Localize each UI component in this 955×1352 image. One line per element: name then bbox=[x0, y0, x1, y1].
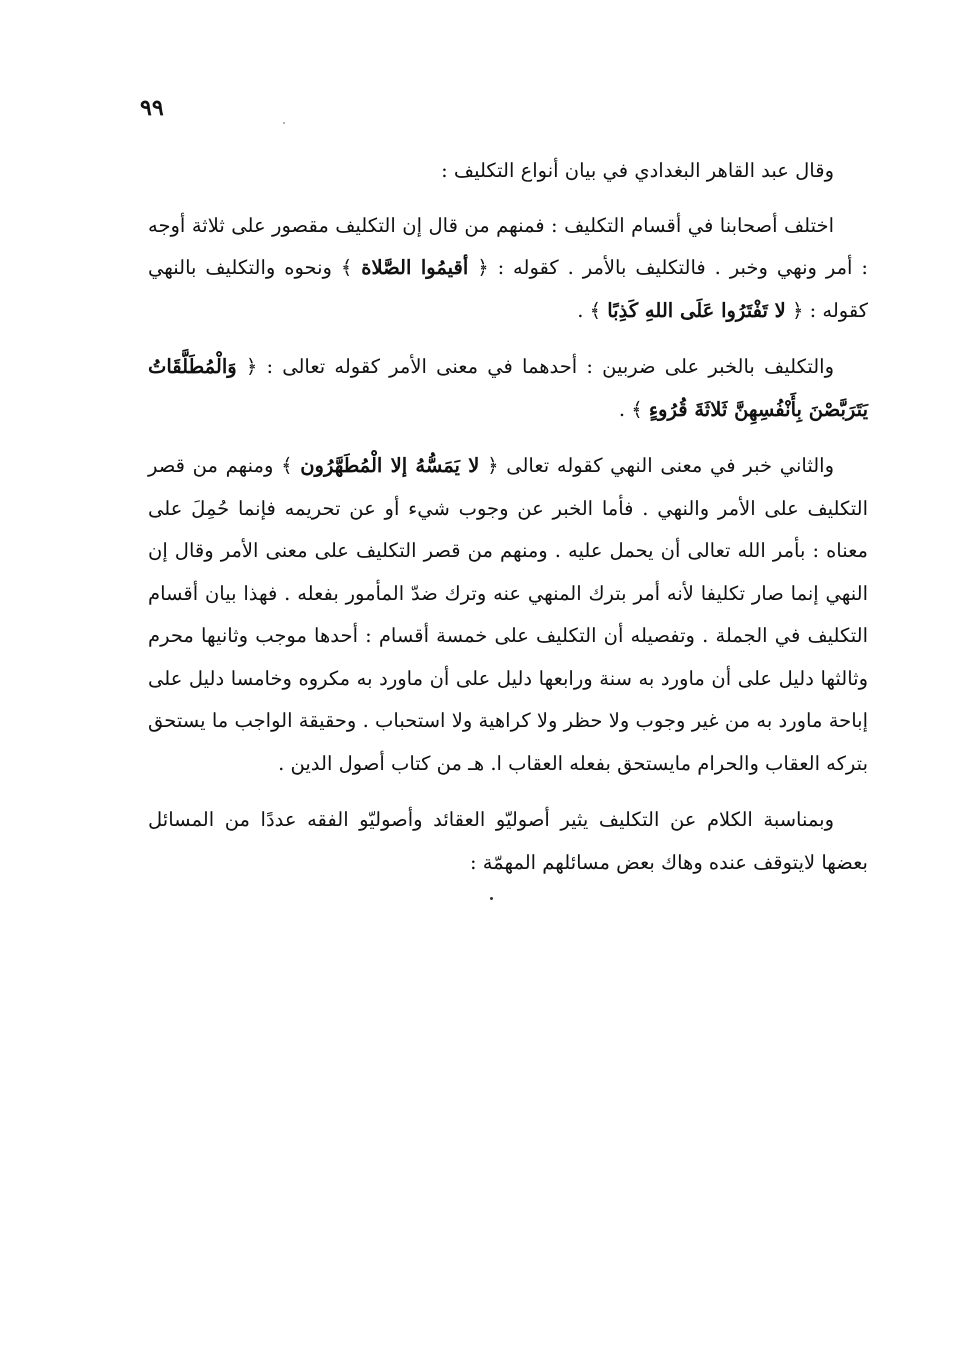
scan-speck bbox=[490, 897, 493, 900]
paragraph-text: اختلف أصحابنا في أقسام التكليف : فمنهم من قال إن التكليف مقصور على ثلاثة أوجه : أمر ونهي وخبر . فالتكليف بالأمر . كقوله : ﴿ bbox=[148, 213, 868, 279]
paragraph bbox=[148, 799, 868, 884]
paragraph-text: وقال عبد القاهر البغدادي في بيان أنواع التكليف : bbox=[441, 159, 834, 182]
paragraph-text: والتكليف بالخبر على ضربين : أحدهما في معنى الأمر كقوله تعالى : ﴿ bbox=[236, 355, 834, 378]
quran-verse: لا يَمَسُّهُ إلا الْمُطَهَّرُون bbox=[300, 454, 480, 477]
scan-speck bbox=[283, 122, 285, 124]
paragraph bbox=[148, 205, 868, 333]
quran-verse: وَالْمُطَلَّقَاتُ يَتَرَبَّصْنَ بِأَنْفُسِهِنَّ ثَلاثَةَ قُرُوءٍ bbox=[148, 355, 868, 421]
page-body bbox=[148, 150, 868, 898]
paragraph-text: ﴾ . bbox=[577, 298, 608, 322]
paragraph-text: ﴾ . bbox=[618, 397, 649, 421]
paragraph-text: وبمناسبة الكلام عن التكليف يثير أصوليّو العقائد وأصوليّو الفقه عددًا من المسائل بعضها لايتوقف عنده وهاك بعض مسائلهم المهمّة : bbox=[148, 808, 868, 874]
paragraph-text: والثاني خبر في معنى النهي كقوله تعالى ﴿ bbox=[479, 454, 834, 477]
paragraph-text: ﴾ ومنهم من قصر التكليف على الأمر والنهي . فأما الخبر عن وجوب شيء أو عن تحريمه فإنما حُمِلَ على معناه : بأمر الله تعالى أن يحمل عليه . ومنهم من قصر التكليف على معنى الأمر وقال إن النهي إنما صار تكليفا لأنه أمر بترك المنهي عنه وترك ضدّ المأمور بفعله . فهذا بيان أقسام التكليف في الجملة . وتفصيله أن التكليف على خمسة أقسام : أحدها موجب وثانيها محرم وثالثها دليل على أن ماورد به سنة ورابعها دليل على أن ماورد به مكروه وخامسا دليل على إباحة ماورد به من غير وجوب ولا حظر ولا كراهية ولا استحباب . وحقيقة الواجب ما يستحق بتركه العقاب والحرام مايستحق بفعله العقاب ا. هـ من كتاب أصول الدين . bbox=[148, 454, 868, 775]
paragraph bbox=[148, 346, 868, 431]
quran-verse: أقيمُوا الصَّلاة bbox=[361, 256, 469, 279]
paragraph bbox=[148, 445, 868, 785]
quran-verse: لا تَفْتَرُوا عَلَى اللهِ كَذِبًا bbox=[607, 298, 786, 322]
page-number: ٩٩ bbox=[140, 95, 164, 121]
paragraph-text: ﴾ ونحوه والتكليف بالنهي كقوله : ﴿ bbox=[148, 256, 868, 322]
paragraph bbox=[148, 150, 868, 193]
